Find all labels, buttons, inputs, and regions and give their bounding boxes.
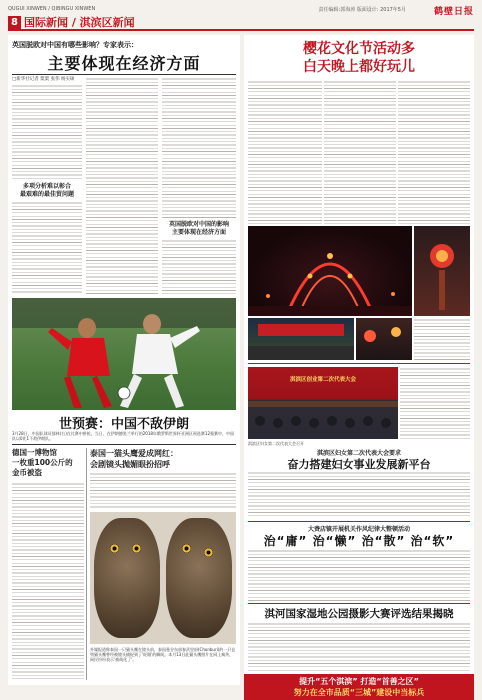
women-kicker: 淇滨区妇女第二次代表大会要求	[316, 450, 401, 457]
masthead-left: QUGUI XINWEN / QIBINGU XINWEN	[8, 6, 96, 12]
article-body	[12, 84, 82, 181]
article-body	[12, 482, 84, 680]
masthead-editor: 责任编辑:郭海涛 版面设计: 2017年5月	[318, 7, 406, 13]
article-body	[324, 80, 396, 224]
women-headline: 奋力搭建妇女事业发展新平台	[287, 458, 431, 471]
congress-banner: 淇滨区创业第二次代表大会	[289, 377, 356, 383]
divider	[12, 74, 236, 75]
congress-photo	[248, 367, 398, 439]
owl-eye	[204, 548, 213, 557]
article-body	[90, 472, 236, 510]
photo-caption-block	[414, 318, 470, 360]
owl-photo-left	[94, 518, 160, 638]
article-body	[400, 367, 470, 439]
newspaper-logo: 鹤壁日报	[433, 7, 474, 17]
masthead	[8, 4, 474, 17]
owl-eye	[132, 544, 141, 553]
divider	[248, 363, 470, 364]
crowd-illustration	[248, 318, 354, 360]
football-players-illustration	[12, 298, 236, 410]
owl-eye	[182, 544, 191, 553]
lantern-illustration	[248, 226, 412, 316]
photo-headline: 世预赛：中国不敌伊朗	[58, 417, 189, 432]
football-photo	[12, 298, 236, 410]
owl-eye	[110, 544, 119, 553]
page-number: 8	[8, 16, 21, 29]
article-body	[398, 80, 470, 224]
wetland-headline: 淇河国家湿地公园摄影大赛评选结果揭晓	[264, 608, 454, 620]
article-body	[12, 201, 82, 295]
divider	[248, 603, 470, 604]
article-headline: 主要体现在经济方面	[47, 54, 201, 73]
discipline-kicker: 大赉店镇开展机关作风纪律大整顿活动	[307, 526, 410, 533]
article-body	[86, 77, 158, 295]
congress-caption: 淇滨区妇女第二次代表大会召开	[248, 441, 304, 446]
article-subhead: 多项分析难以彰合 最艰难的最佳贸问题	[19, 183, 74, 198]
article-body	[162, 77, 236, 219]
owl-photo-right	[166, 518, 232, 638]
section-title: 国际新闻 / 淇滨区新闻	[24, 16, 135, 29]
divider	[12, 444, 236, 445]
divider	[248, 521, 470, 522]
section-header	[8, 15, 474, 31]
owl-headline: 泰国一猫头鹰爱成网红： 会剧镜头抛媚眼扮招呼	[90, 449, 178, 469]
festival-photo-lights	[356, 318, 412, 360]
photo-caption: 3月28日，中国队球员郜林(右)在比赛中拼抢。当日，在伊朗德黑兰举行的2018年俄罗斯世界杯亚洲区预选赛12强赛中，中国队以0比1不敌伊朗队。	[12, 431, 235, 441]
column-divider	[86, 448, 87, 680]
lantern-night-photo	[248, 226, 412, 316]
owl-caption: 外媒报道称泰国一只猫头鹰在镜头前，泰国曼谷东部春武里府(Chonburi)的一只仓鸮猫头鹰曾经被镜头捕捉到了'眨眼'的瞬间。本月13日此猫头鹰照片在网上疯传，网民纷纷表示'被萌化了'。	[90, 647, 236, 662]
owl-photos	[90, 512, 236, 644]
article-body	[248, 471, 470, 519]
lights-illustration	[356, 318, 412, 360]
article-body	[248, 622, 470, 672]
festival-photo-crowd	[248, 318, 354, 360]
audience-illustration	[248, 401, 398, 439]
article-body	[162, 239, 236, 295]
slogan-line-1: 提升“五个淇滨” 打造“首善之区”	[299, 677, 419, 686]
lantern-photo-small	[414, 226, 470, 316]
article-subhead: 英国脱欧对中国的影响 主要体现在经济方面	[168, 221, 229, 236]
article-body	[248, 80, 322, 224]
sakura-headline: 樱花文化节活动多 白天晚上都好玩儿	[303, 41, 415, 75]
article-kicker: 英国脱欧对中国有哪些影响？专家表示：	[12, 41, 138, 49]
article-byline: □新华社记者 粟粟 张伟 杨实硕	[12, 77, 75, 82]
slogan-banner	[244, 674, 474, 700]
article-body	[248, 549, 470, 601]
slogan-line-2: 努力在全市品质“三城”建设中当标兵	[293, 688, 425, 697]
coin-headline: 德国一博物馆 一枚重100公斤的 金币被盗	[12, 448, 73, 477]
lantern-illustration	[414, 226, 470, 316]
discipline-headline: 治“庸” 治“懒” 治“散” 治“软”	[263, 534, 455, 548]
